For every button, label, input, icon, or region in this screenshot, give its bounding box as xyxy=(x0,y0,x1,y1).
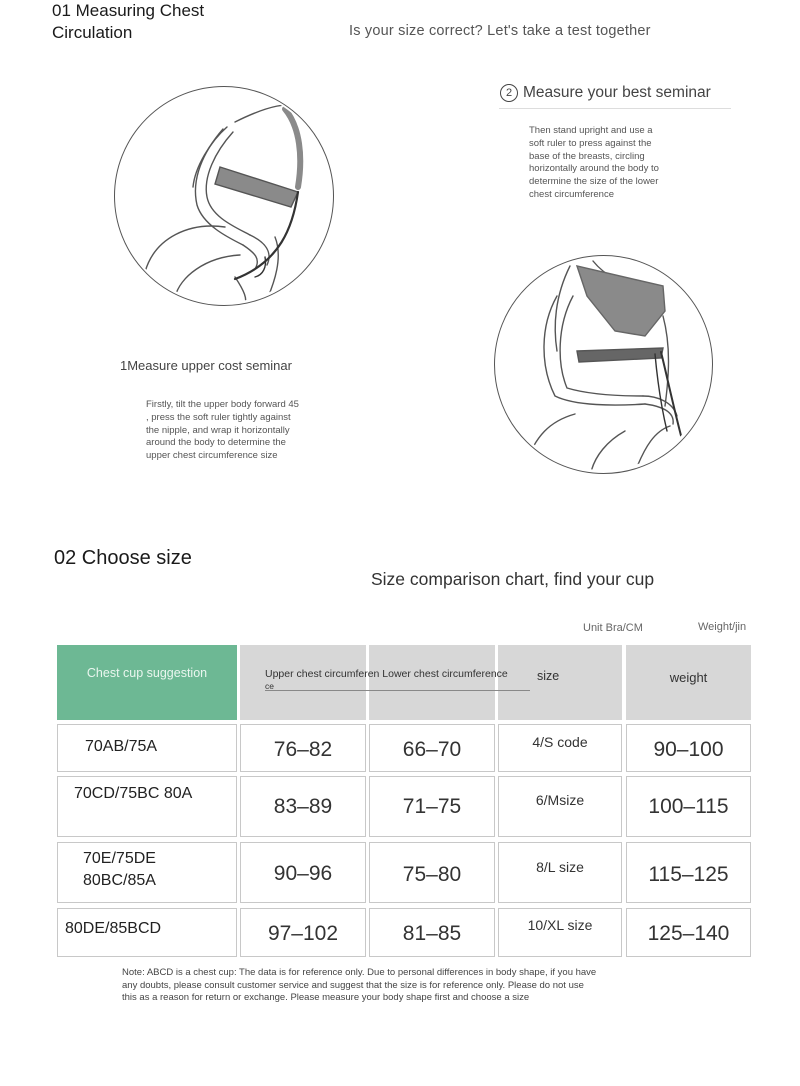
table-row-1-lower xyxy=(369,724,495,772)
unit-label: Unit Bra/CM xyxy=(583,622,643,634)
step2-divider xyxy=(499,108,731,109)
step2-text-line: determine the size of the lower xyxy=(529,176,659,188)
table-row-2-lower xyxy=(369,776,495,837)
step1-text-line: around the body to determine the xyxy=(146,437,286,449)
note-line: Note: ABCD is a chest cup: The data is for reference only. Due to personal differences in body shape, if you have xyxy=(122,967,597,978)
section1-title xyxy=(52,0,204,44)
section1-subtitle: Is your size correct? Let's take a test together xyxy=(349,23,651,39)
cup-value: 70CD/75BC 80A xyxy=(74,785,193,802)
table-row-4-upper xyxy=(240,908,366,957)
table-row-1-size xyxy=(498,724,622,772)
upper-value: 90–96 xyxy=(273,862,333,885)
table-row-4-lower xyxy=(369,908,495,957)
size-value: 4/S code xyxy=(532,734,588,750)
header-cup-label: Chest cup suggestion xyxy=(86,666,208,680)
step1-text-line: upper chest circumference size xyxy=(146,450,278,462)
note-line: this as a reason for return or exchange. Please measure your body shape first and choose a size xyxy=(122,992,530,1003)
figure-leaning-icon xyxy=(115,87,332,304)
upper-value: 97–102 xyxy=(267,922,339,945)
table-row-1-upper xyxy=(240,724,366,772)
section2-subtitle: Size comparison chart, find your cup xyxy=(371,569,655,589)
header-size xyxy=(498,645,622,720)
step2-text-line: chest circumference xyxy=(529,188,615,200)
cup-value: 70AB/75A xyxy=(85,738,158,755)
step2-text-line: Then stand upright and use a xyxy=(529,125,653,136)
table-row-3-size xyxy=(498,842,622,903)
cup-value: 80BC/85A xyxy=(83,872,156,889)
section1-title-line1: 01 Measuring Chest xyxy=(52,1,205,20)
table-row-1-weight xyxy=(626,724,751,772)
table-row-3-cup xyxy=(57,842,237,903)
weight-value: 90–100 xyxy=(653,738,724,761)
illustration-lower-chest xyxy=(494,255,713,474)
lower-value: 71–75 xyxy=(402,795,462,818)
weight-value: 100–115 xyxy=(648,795,729,818)
table-row-2-cup xyxy=(57,776,237,837)
weight-unit-label: Weight/jin xyxy=(698,621,747,633)
size-value: 8/L size xyxy=(536,859,584,875)
step2-title: Measure your best seminar xyxy=(523,84,711,101)
step2-text-line: horizontally around the body to xyxy=(529,163,659,175)
weight-value: 115–125 xyxy=(648,863,729,886)
section2-title: 02 Choose size xyxy=(54,547,192,569)
section1-title-line2: Circulation xyxy=(52,23,133,42)
step1-title: 1Measure upper cost seminar xyxy=(120,358,292,373)
cup-value: 70E/75DE xyxy=(83,850,156,867)
table-row-3-upper xyxy=(240,842,366,903)
header-underline xyxy=(265,690,530,691)
lower-value: 75–80 xyxy=(402,863,462,886)
upper-value: 76–82 xyxy=(273,738,333,761)
disclaimer-note xyxy=(122,967,702,1005)
weight-value: 125–140 xyxy=(647,922,730,945)
header-upper xyxy=(240,645,366,720)
table-row-2-weight xyxy=(626,776,751,837)
table-row-2-upper xyxy=(240,776,366,837)
table-row-2-size xyxy=(498,776,622,837)
size-value: 10/XL size xyxy=(527,917,593,933)
step2-heading xyxy=(500,84,711,102)
table-row-4-weight xyxy=(626,908,751,957)
step2-text xyxy=(529,125,699,202)
lower-value: 66–70 xyxy=(402,738,462,761)
header-circumference-label: Upper chest circumferen Lower chest circumference xyxy=(265,668,508,680)
cup-value: 80DE/85BCD xyxy=(65,920,162,937)
table-row-4-size xyxy=(498,908,622,957)
illustration-upper-chest xyxy=(114,86,334,306)
step1-text xyxy=(146,399,336,463)
table-row-4-cup xyxy=(57,908,237,957)
table-row-3-lower xyxy=(369,842,495,903)
header-size-label: size xyxy=(537,669,560,683)
size-value: 6/Msize xyxy=(535,792,585,808)
step1-text-line: , press the soft ruler tightly against xyxy=(146,411,291,423)
header-cup xyxy=(57,645,237,720)
note-line: any doubts, please consult customer service and suggest that the size is for reference only. Please do not use xyxy=(122,979,584,991)
upper-value: 83–89 xyxy=(273,795,333,818)
lower-value: 81–85 xyxy=(402,922,462,945)
step2-number: 2 xyxy=(500,84,518,102)
step2-text-line: base of the breasts, circling xyxy=(529,150,645,162)
step1-text-line: the nipple, and wrap it horizontally xyxy=(146,424,290,436)
step2-text-line: soft ruler to press against the xyxy=(529,137,652,149)
table-row-1-cup xyxy=(57,724,237,772)
table-row-3-weight xyxy=(626,842,751,903)
step1-text-line: Firstly, tilt the upper body forward 45 xyxy=(146,399,299,410)
header-weight-label: weight xyxy=(669,670,708,685)
header-circumference-label-cont: ce xyxy=(265,681,274,691)
figure-standing-icon xyxy=(495,256,711,472)
header-lower xyxy=(369,645,495,720)
